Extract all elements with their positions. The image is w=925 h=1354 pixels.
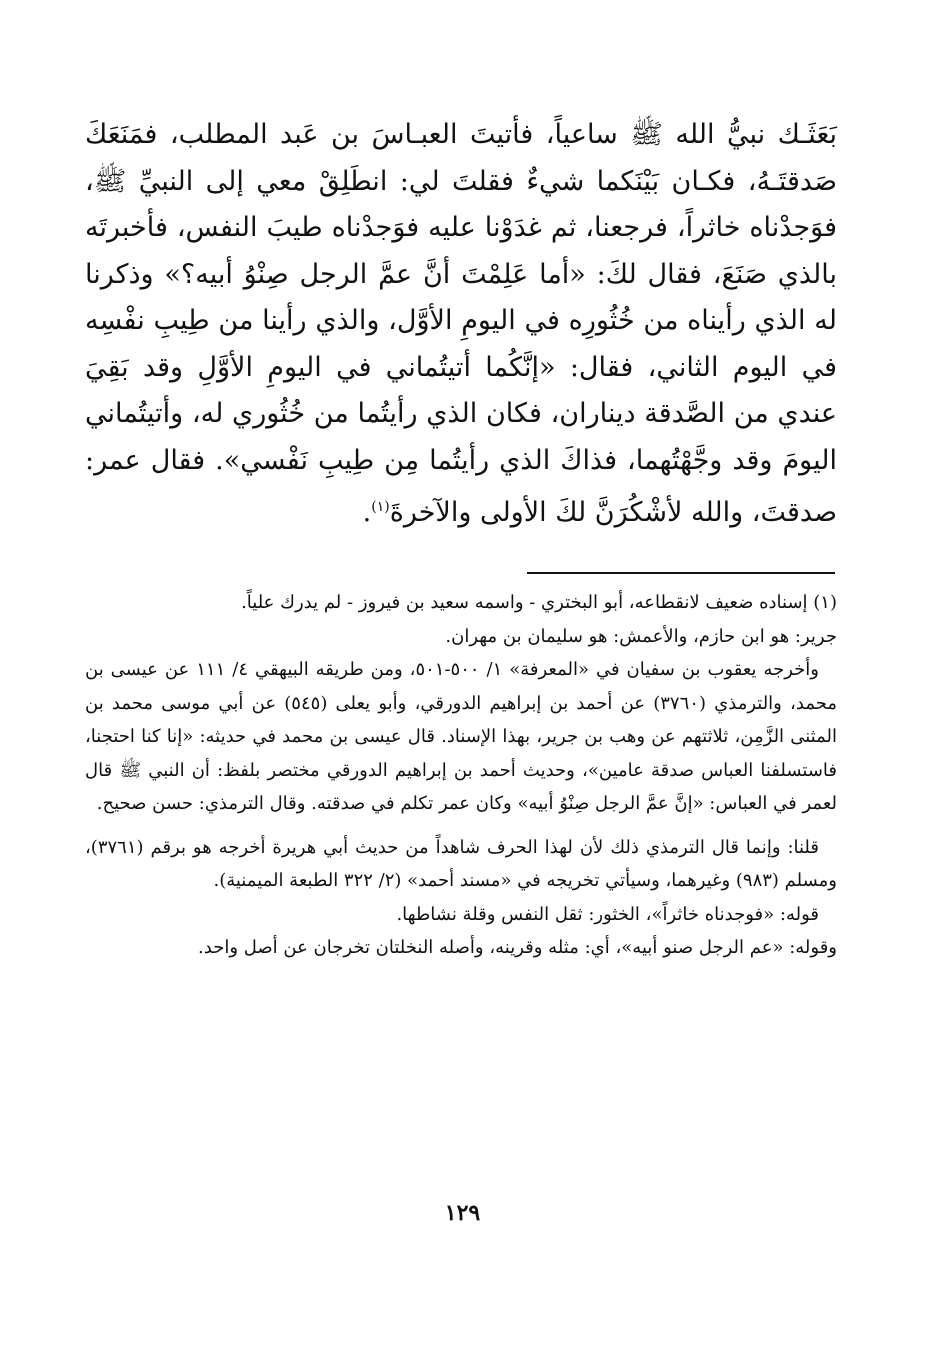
footnote-line: قلنا: وإنما قال الترمذي ذلك لأن لهذا الحرف شاهداً من حديث أبي هريرة أخرجه هو برقم (٣٧٦١)، ومسلم (٩٨٣) وغيرهما، وسيأتي تخريجه في «مسند أحمد» (٢/ ٣٢٢ الطبعة الميمنية). <box>85 836 837 891</box>
footnote-line: جرير: هو ابن حازم، والأعمش: هو سليمان بن مهران. <box>445 625 837 647</box>
main-paragraph-text: بَعَثَـك نبيُّ الله ﷺ ساعياً، فأتيتَ العبـاسَ بن عَبد المطلب، فمَنَعَكَ صَدقتَـهُ، فكـان بَيْنَكما شيءٌ فقلتَ لي: انطَلِقْ معي إلى النبيِّ ﷺ، فوَجدْناه خاثراً، فرجعنا، ثم غدَوْنا عليه فوَجدْناه طيبَ النفس، فأخبرتَه بالذي صَنَعَ، فقال لكَ: «أما عَلِمْتَ أنَّ عمَّ الرجل صِنْوُ أبيه؟» وذكرنا له الذي رأيناه من خُثُورِه في اليومِ الأوَّل، والذي رأينا من طِيبِ نفْسِه في اليوم الثاني، فقال: «إنَّكُما أتيتُماني في اليومِ الأوَّلِ وقد بَقِيَ عندي من الصَّدقة ديناران، فكان الذي رأيتُما من خُثُوري له، وأتيتُماني اليومَ وقد وجَّهْتُهما، فذاكَ الذي رأيتُما مِن طِيبِ نَفْسي». فقال عمر: صدقتَ، والله لأشْكُرَنَّ لكَ الأولى والآخرةَ <box>85 119 837 528</box>
footnotes-block <box>85 586 837 965</box>
footnote-divider <box>527 572 835 574</box>
footnote-line: قوله: «فوجدناه خاثراً»، الخثور: ثقل النفس وقلة نشاطها. <box>396 903 819 925</box>
page-number: ١٢٩ <box>444 1200 481 1226</box>
footnote-line: (١) إسناده ضعيف لانقطاعه، أبو البختري - واسمه سعيد بن فيروز - لم يدرك علياً. <box>241 592 837 613</box>
footnote-line: وأخرجه يعقوب بن سفيان في «المعرفة» ١/ ٥٠٠-٥٠١، ومن طريقه البيهقي ٤/ ١١١ عن عيسى بن محمد، والترمذي (٣٧٦٠) عن أحمد بن إبراهيم الدورقي، وأبو يعلى (٥٤٥) عن أبي موسى محمد بن المثنى الزَّمِن، ثلاثتهم عن وهب بن جرير، بهذا الإسناد. قال عيسى بن محمد في حديثه: «إنا كنا احتجنا، فاستسلفنا العباس صدقة عامين»، وحديث أحمد بن إبراهيم الدورقي مختصر بلفظ: أن النبي ﷺ قال لعمر في العباس: «إنَّ عمَّ الرجل صِنْوُ أبيه» وكان عمر تكلم في صدقته. وقال الترمذي: حسن صحيح. <box>85 659 837 814</box>
main-end-mark: . <box>362 497 372 528</box>
main-paragraph <box>85 112 837 537</box>
main-text-block <box>85 112 837 537</box>
footnote-line: وقوله: «عم الرجل صنو أبيه»، أي: مثله وقرينه، وأصله النخلتان تخرجان عن أصل واحد. <box>198 937 837 958</box>
footnote-marker: (١) <box>371 499 390 515</box>
